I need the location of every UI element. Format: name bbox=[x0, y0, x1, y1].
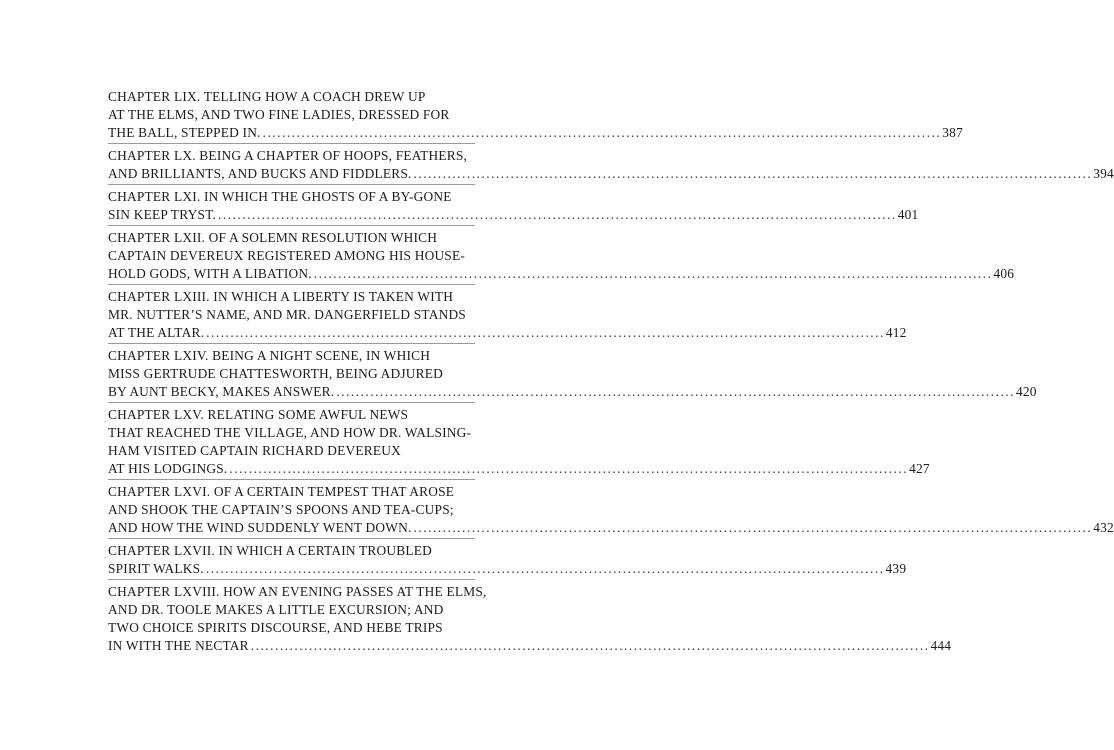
toc-entry-title-line: CHAPTER LXV. RELATING SOME AWFUL NEWS bbox=[108, 407, 409, 422]
page-number: 412 bbox=[885, 325, 907, 340]
toc-entry bbox=[108, 229, 1015, 285]
toc-entry bbox=[108, 583, 952, 656]
toc-entry-title-end: SIN KEEP TRYST. bbox=[108, 207, 217, 222]
toc-entry-title-line: CHAPTER LXVI. OF A CERTAIN TEMPEST THAT AROSE bbox=[108, 484, 455, 499]
page-number: 427 bbox=[909, 461, 930, 476]
page-number: 406 bbox=[993, 266, 1015, 281]
toc-entry-title-line: AND SHOOK THE CAPTAIN’S SPOONS AND TEA-CUPS; bbox=[108, 502, 454, 517]
toc-entry bbox=[108, 406, 930, 480]
page-number: 444 bbox=[930, 638, 952, 653]
page-number: 387 bbox=[942, 125, 963, 140]
toc-entry bbox=[108, 542, 907, 580]
toc-entry-final-line bbox=[108, 460, 930, 478]
toc-entry-final-line bbox=[108, 383, 1037, 401]
toc-entry bbox=[108, 288, 907, 344]
toc-entry-title-line: CAPTAIN DEVEREUX REGISTERED AMONG HIS HOUSE- bbox=[108, 248, 465, 263]
toc-entry-title-end: AND BRILLIANTS, AND BUCKS AND FIDDLERS. bbox=[108, 166, 412, 181]
toc-entry-final-line bbox=[108, 324, 907, 342]
page-number: 420 bbox=[1016, 384, 1037, 399]
dot-leader: ............................................................................................................................................ bbox=[413, 166, 1093, 181]
dot-leader: ............................................................................................................................................ bbox=[413, 520, 1093, 535]
dot-leader: ............................................................................................................................................ bbox=[206, 325, 885, 340]
dot-leader: ............................................................................................................................................ bbox=[218, 207, 897, 222]
toc-entry-title-line: CHAPTER LX. BEING A CHAPTER OF HOOPS, FEATHERS, bbox=[108, 148, 468, 163]
page-number: 394 bbox=[1093, 166, 1114, 181]
toc-entry-title-line: CHAPTER LXVIII. HOW AN EVENING PASSES AT THE ELMS, bbox=[108, 584, 487, 599]
dot-leader: ............................................................................................................................................ bbox=[336, 384, 1015, 399]
toc-entry-title-line: CHAPTER LXVII. IN WHICH A CERTAIN TROUBLED bbox=[108, 543, 433, 558]
toc-entry-title-line: CHAPTER LXII. OF A SOLEMN RESOLUTION WHICH bbox=[108, 230, 438, 245]
toc-entry-title-line: MR. NUTTER’S NAME, AND MR. DANGERFIELD STANDS bbox=[108, 307, 466, 322]
toc-entry-title-line: AT THE ELMS, AND TWO FINE LADIES, DRESSED FOR bbox=[108, 107, 450, 122]
toc-entry-final-line bbox=[108, 265, 1015, 283]
toc-entry-title-line: CHAPTER LXI. IN WHICH THE GHOSTS OF A BY-GONE bbox=[108, 189, 452, 204]
toc-entry-title-line: MISS GERTRUDE CHATTESWORTH, BEING ADJURED bbox=[108, 366, 444, 381]
dot-leader: ............................................................................................................................................ bbox=[262, 125, 942, 140]
toc-entry bbox=[108, 347, 1037, 403]
dot-leader: ............................................................................................................................................ bbox=[250, 638, 930, 653]
toc-entry-title-end: THE BALL, STEPPED IN. bbox=[108, 125, 261, 140]
toc-entry-title-line: AND DR. TOOLE MAKES A LITTLE EXCURSION; AND bbox=[108, 602, 444, 617]
page-number: 401 bbox=[897, 207, 919, 222]
toc-entry-final-line bbox=[108, 206, 919, 224]
toc-entry bbox=[108, 188, 919, 226]
page-number: 439 bbox=[885, 561, 907, 576]
toc-entry-title-line: THAT REACHED THE VILLAGE, AND HOW DR. WALSING- bbox=[108, 425, 472, 440]
toc-entry bbox=[108, 88, 963, 144]
toc-entry-title-end: BY AUNT BECKY, MAKES ANSWER. bbox=[108, 384, 335, 399]
toc-entry-title-line: HAM VISITED CAPTAIN RICHARD DEVEREUX bbox=[108, 443, 402, 458]
toc-entry-title-end: IN WITH THE NECTAR bbox=[108, 638, 249, 653]
toc-entry-final-line bbox=[108, 165, 1114, 183]
toc-entry-final-line bbox=[108, 637, 952, 655]
toc-entry-title-end: AT HIS LODGINGS. bbox=[108, 461, 228, 476]
toc-entry-title-end: AT THE ALTAR. bbox=[108, 325, 205, 340]
table-of-contents bbox=[108, 88, 1114, 659]
toc-entry-title-end: HOLD GODS, WITH A LIBATION. bbox=[108, 266, 312, 281]
page-number: 432 bbox=[1093, 520, 1114, 535]
dot-leader: ............................................................................................................................................ bbox=[229, 461, 909, 476]
toc-entry-final-line bbox=[108, 519, 1114, 537]
toc-entry-title-line: CHAPTER LXIV. BEING A NIGHT SCENE, IN WHICH bbox=[108, 348, 431, 363]
toc-entry-final-line bbox=[108, 560, 907, 578]
toc-entry bbox=[108, 147, 1114, 185]
dot-leader: ............................................................................................................................................ bbox=[313, 266, 993, 281]
toc-entry-final-line bbox=[108, 124, 963, 142]
toc-entry-title-line: CHAPTER LXIII. IN WHICH A LIBERTY IS TAKEN WITH bbox=[108, 289, 454, 304]
toc-entry-title-end: SPIRIT WALKS. bbox=[108, 561, 204, 576]
toc-entry-title-end: AND HOW THE WIND SUDDENLY WENT DOWN. bbox=[108, 520, 412, 535]
toc-entry-title-line: CHAPTER LIX. TELLING HOW A COACH DREW UP bbox=[108, 89, 426, 104]
toc-entry-title-line: TWO CHOICE SPIRITS DISCOURSE, AND HEBE TRIPS bbox=[108, 620, 443, 635]
dot-leader: ............................................................................................................................................ bbox=[205, 561, 885, 576]
toc-entry bbox=[108, 483, 1114, 539]
